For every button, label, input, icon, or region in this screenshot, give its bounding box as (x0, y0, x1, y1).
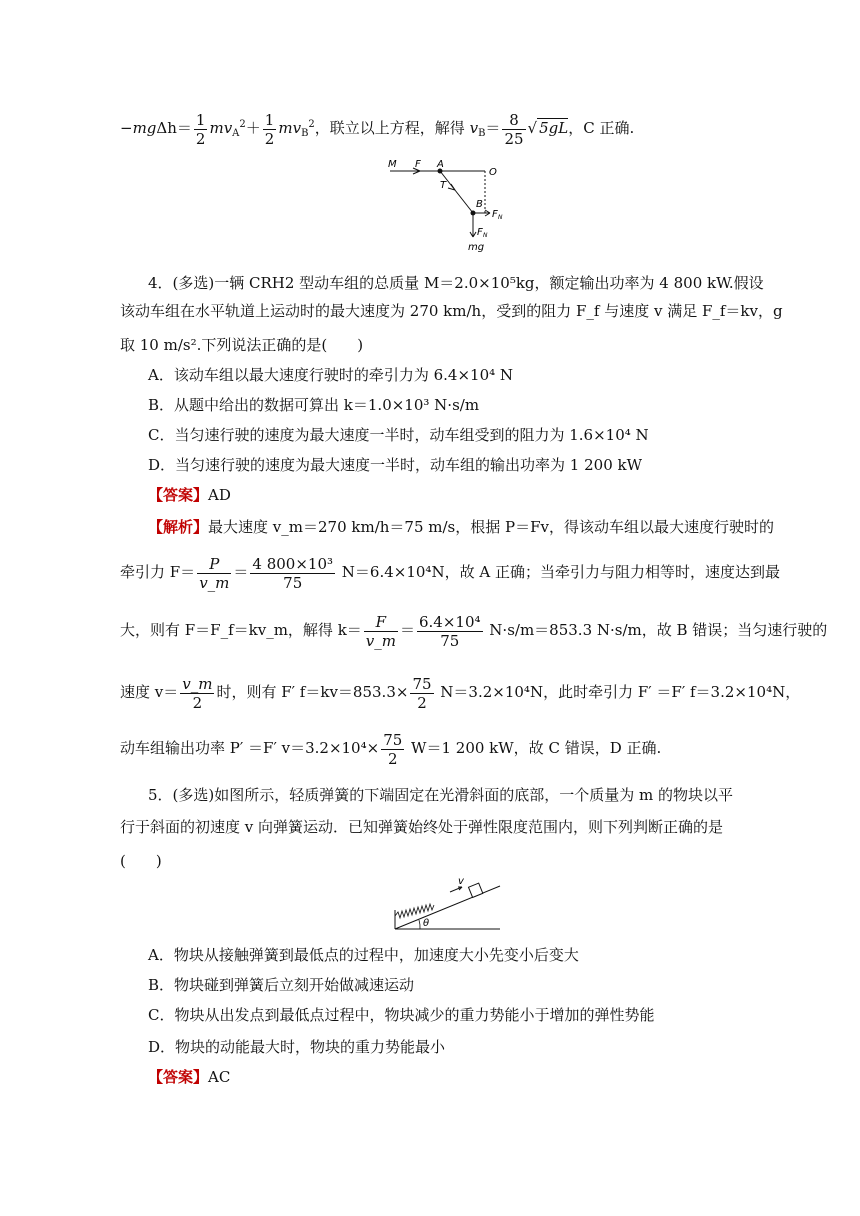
q4-option-b: B．从题中给出的数据可算出 k＝1.0×10³ N·s/m (148, 396, 480, 414)
q5-option-b: B．物块碰到弹簧后立刻开始做减速运动 (148, 976, 415, 994)
label-A: A (437, 159, 444, 170)
label-FN-down: F (477, 227, 483, 238)
label-mg: mg (468, 242, 485, 253)
equation-text: ，联立以上方程，解得 (314, 119, 470, 137)
label-FN-right: F (492, 209, 498, 220)
minus-sign: − (120, 119, 133, 137)
q4-stem-line-3: 取 10 m/s².下列说法正确的是( ) (120, 336, 364, 354)
q5-option-a: A．物块从接触弹簧到最低点的过程中，加速度大小先变小后变大 (148, 946, 579, 964)
velocity-a: v (223, 119, 233, 137)
label-theta: θ (423, 918, 430, 929)
q5-option-d: D．物块的动能最大时，物块的重力势能最小 (148, 1038, 446, 1056)
sqrt-5gL: √ 5gL (527, 119, 569, 137)
svg-text:N: N (483, 232, 488, 239)
q4-option-a: A．该动车组以最大速度行驶时的牵引力为 6.4×10⁴ N (148, 366, 514, 384)
q4-option-d: D．当匀速行驶的速度为最大速度一半时，动车组的输出功率为 1 200 kW (148, 456, 643, 474)
q4-explanation-line-4: 速度 v＝ $\frac{v\_m}{2}$ 时，则有 F′ f＝kv＝853.3× $\frac{75}{2}$ N＝3.2×10⁴N，此时牵引力 F′ ＝F′ f＝3.2×10⁴N， (120, 674, 801, 712)
q5-option-c: C．物块从出发点到最低点过程中，物块减少的重力势能小于增加的弹性势能 (148, 1006, 655, 1024)
q4-explanation-line-1 (148, 517, 774, 537)
q4-explanation-line-5: 动车组输出功率 P′ ＝F′ v＝3.2×10⁴× $\frac{75}{2}$ W＝1 200 kW，故 C 错误，D 正确. (120, 730, 662, 768)
equation-conclusion: ，C 正确. (568, 119, 635, 137)
mg-symbol: mg (132, 119, 157, 137)
q5-stem-line-1: 5．(多选)如图所示，轻质弹簧的下端固定在光滑斜面的底部，一个质量为 m 的物块以平 (148, 786, 734, 804)
label-M: M (388, 159, 397, 170)
explanation-tag: 【解析】 (148, 518, 209, 536)
explanation-text: 最大速度 v_m＝270 km/h＝75 m/s，根据 P＝Fv，得该动车组以最大速度行驶时的 (208, 518, 774, 536)
answer-value: AC (208, 1068, 231, 1086)
q4-explanation-line-3: 大，则有 F＝F_f＝kv_m，解得 k＝ $\frac{F}{v\_m}$ ＝ $\frac{\text{6.4×10⁴}}{75}$ N·s/m＝853.3 N·s/m，故 B 错误；当匀速行驶的 (120, 612, 828, 650)
label-T: T (440, 180, 447, 191)
q4-stem-line-2: 该动车组在水平轨道上运动时的最大速度为 270 km/h，受到的阻力 F_f 与速度 v 满足 F_f＝kv，g (120, 302, 783, 320)
q4-answer (148, 485, 231, 505)
q4-stem-line-1: 4．(多选)一辆 CRH2 型动车组的总质量 M＝2.0×10⁵kg，额定输出功率为 4 800 kW.假设 (148, 274, 764, 292)
half-fraction: $\frac{1}{2}$ (195, 110, 206, 148)
answer-value: AD (208, 486, 231, 504)
q5-stem-line-3: ( ) (120, 852, 162, 870)
label-B: B (476, 199, 483, 210)
equation-line: −mgΔh＝ $\frac{1}{2}$ $mv_A^2+$ $\frac{1}{2}$ $mv_B^2$，联立以上方程，解得 $v_B=$ $\frac{8}{25}$ √ 5gL，C 正确. (120, 110, 635, 148)
half-fraction-2: $\frac{1}{2}$ (264, 110, 275, 148)
q4-explanation-line-2: 牵引力 F＝ $\frac{P}{v\_m}$ ＝ $\frac{\text{4 800×10³}}{75}$ N＝6.4×10⁴N，故 A 正确；当牵引力与阻力相等时，速度达到最 (120, 554, 780, 592)
q5-stem-line-2: 行于斜面的初速度 v 向弹簧运动．已知弹簧始终处于弹性限度范围内，则下列判断正确的是 (120, 818, 724, 836)
label-F: F (415, 159, 421, 170)
label-O: O (489, 167, 497, 178)
delta-h: Δh＝ (156, 119, 192, 137)
incline-spring-diagram (390, 874, 505, 934)
mass-symbol: m (209, 119, 224, 137)
label-v: v (458, 876, 464, 887)
q4-option-c: C．当匀速行驶的速度为最大速度一半时，动车组受到的阻力为 1.6×10⁴ N (148, 426, 649, 444)
force-diagram (385, 155, 515, 255)
answer-tag: 【答案】 (148, 1068, 209, 1086)
svg-text:N: N (498, 214, 503, 221)
plus-sign: ＋ (245, 119, 261, 137)
eight-over-25: $\frac{8}{25}$ (504, 110, 524, 148)
answer-tag: 【答案】 (148, 486, 209, 504)
q5-answer (148, 1067, 230, 1087)
velocity-b: v (292, 119, 302, 137)
